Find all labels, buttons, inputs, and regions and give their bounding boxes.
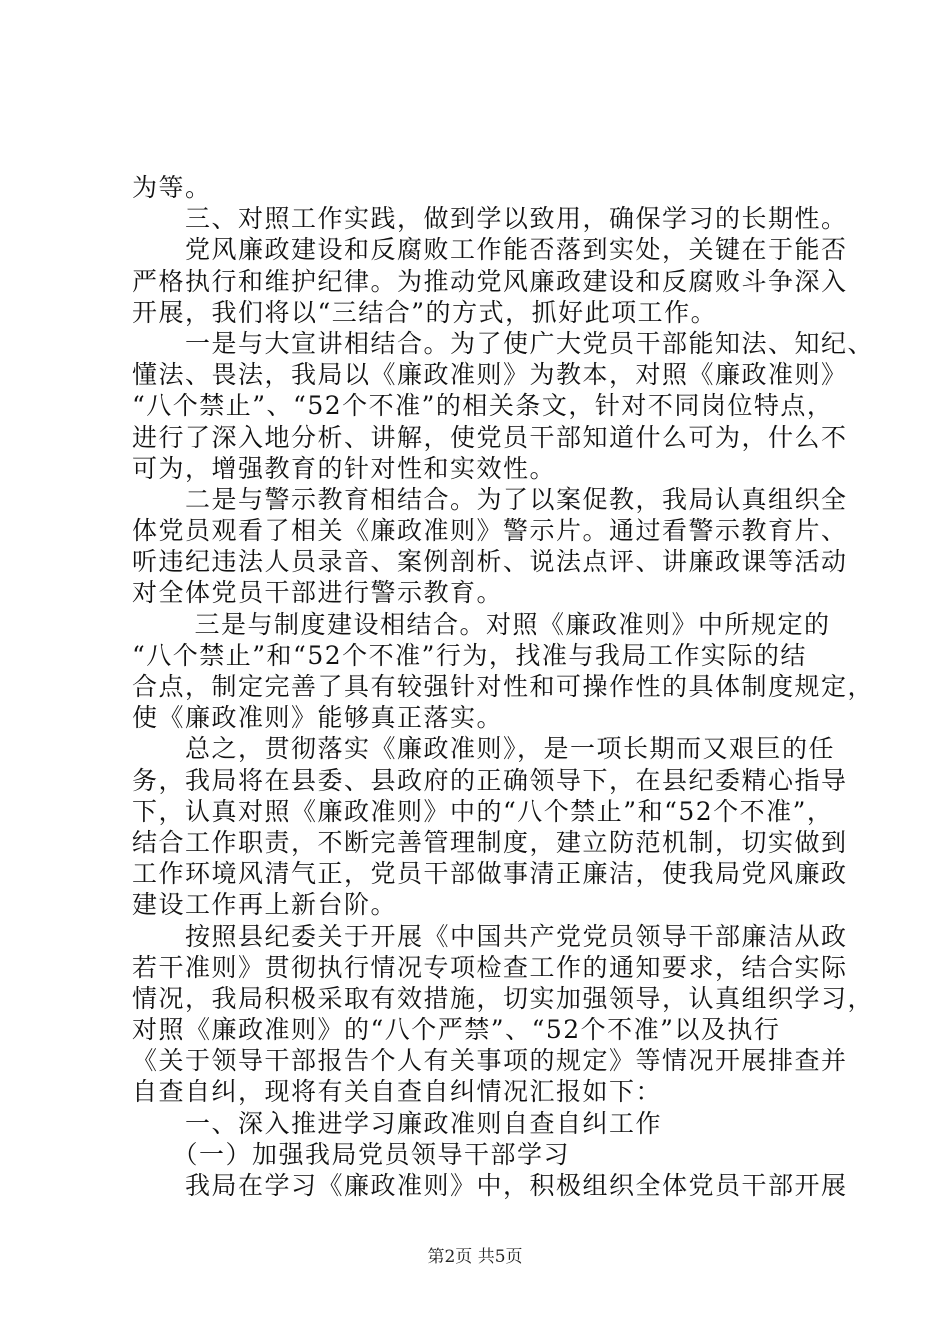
text-line: 务，我局将在县委、县政府的正确领导下，在县纪委精心指导 (132, 765, 848, 795)
text-line: 进行了深入地分析、讲解，使党员干部知道什么可为，什么不 (132, 422, 848, 452)
page-footer: 第2页 共5页 (427, 1247, 523, 1267)
text-line: 使《廉政准则》能够真正落实。 (132, 703, 504, 733)
text-line: 严格执行和维护纪律。为推动党风廉政建设和反腐败斗争深入 (132, 266, 848, 296)
text-line: 开展，我们将以“三结合”的方式，抓好此项工作。 (132, 297, 718, 327)
text-line: 一是与大宣讲相结合。为了使广大党员干部能知法、知纪、 (132, 328, 875, 358)
text-line: 三是与制度建设相结合。对照《廉政准则》中所规定的 (132, 609, 831, 639)
text-line: 对全体党员干部进行警示教育。 (132, 578, 504, 608)
text-line: 为等。 (132, 173, 212, 202)
text-line: 体党员观看了相关《廉政准则》警示片。通过看警示教育片、 (132, 516, 848, 546)
document-body (132, 172, 875, 1201)
text-line: 一、深入推进学习廉政准则自查自纠工作 (132, 1108, 663, 1138)
text-line: 情况，我局积极采取有效措施，切实加强领导，认真组织学习， (132, 983, 875, 1013)
text-line: 党风廉政建设和反腐败工作能否落到实处，关键在于能否 (132, 235, 848, 265)
text-line: 自查自纠，现将有关自查自纠情况汇报如下： (132, 1077, 663, 1107)
text-line: 工作环境风清气正，党员干部做事清正廉洁，使我局党风廉政 (132, 859, 848, 889)
text-line: 合点，制定完善了具有较强针对性和可操作性的具体制度规定， (132, 672, 875, 701)
text-line: 对照《廉政准则》的“八个严禁”、“52个不准”以及执行 (132, 1015, 781, 1045)
text-line: “八个禁止”和“52个不准”行为，找准与我局工作实际的结 (132, 640, 807, 670)
text-line: 按照县纪委关于开展《中国共产党党员领导干部廉洁从政 (132, 921, 848, 951)
text-line: 《关于领导干部报告个人有关事项的规定》等情况开展排查并 (132, 1046, 848, 1076)
text-line: 听违纪违法人员录音、案例剖析、说法点评、讲廉政课等活动 (132, 547, 848, 577)
text-line: 若干准则》贯彻执行情况专项检查工作的通知要求，结合实际 (132, 952, 848, 982)
text-line: 我局在学习《廉政准则》中，积极组织全体党员干部开展 (132, 1171, 848, 1200)
text-line: 结合工作职责，不断完善管理制度，建立防范机制，切实做到 (132, 827, 848, 857)
text-line: 二是与警示教育相结合。为了以案促教，我局认真组织全 (132, 484, 848, 514)
text-line: 总之，贯彻落实《廉政准则》，是一项长期而又艰巨的任 (132, 734, 836, 764)
text-line: “八个禁止”、“52个不准”的相关条文，针对不同岗位特点， (132, 391, 834, 421)
text-line: 三、对照工作实践，做到学以致用，确保学习的长期性。 (132, 204, 848, 234)
text-line: 建设工作再上新台阶。 (132, 890, 398, 920)
text-line: 可为，增强教育的针对性和实效性。 (132, 453, 557, 483)
text-line: （一）加强我局党员领导干部学习 (132, 1139, 571, 1169)
text-line: 下，认真对照《廉政准则》中的“八个禁止”和“52个不准”， (132, 796, 834, 826)
text-line: 懂法、畏法，我局以《廉政准则》为教本，对照《廉政准则》 (132, 360, 848, 390)
